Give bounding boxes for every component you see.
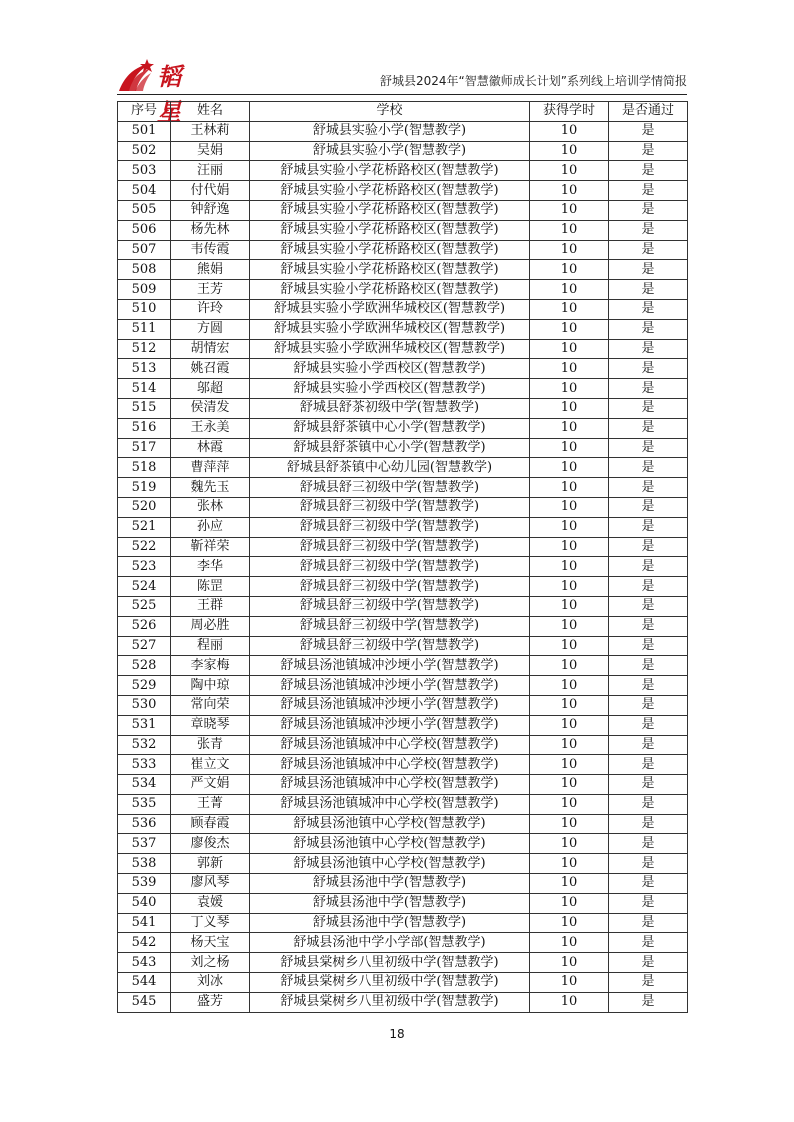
cell-passed: 是 <box>609 834 688 854</box>
cell-id: 501 <box>118 121 171 141</box>
table-row <box>118 418 688 438</box>
cell-hours: 10 <box>530 596 609 616</box>
training-results-table <box>117 101 688 1013</box>
cell-passed: 是 <box>609 537 688 557</box>
cell-hours: 10 <box>530 458 609 478</box>
cell-school: 舒城县汤池镇城冲中心学校(智慧教学) <box>250 755 530 775</box>
cell-hours: 10 <box>530 933 609 953</box>
cell-passed: 是 <box>609 220 688 240</box>
cell-passed: 是 <box>609 735 688 755</box>
cell-name: 李家梅 <box>171 656 250 676</box>
table-row <box>118 557 688 577</box>
table-row <box>118 220 688 240</box>
cell-name: 王林莉 <box>171 121 250 141</box>
cell-hours: 10 <box>530 794 609 814</box>
table-row <box>118 715 688 735</box>
header-divider <box>117 94 687 95</box>
cell-name: 陶中琼 <box>171 676 250 696</box>
cell-passed: 是 <box>609 616 688 636</box>
cell-school: 舒城县舒三初级中学(智慧教学) <box>250 517 530 537</box>
cell-school: 舒城县实验小学西校区(智慧教学) <box>250 379 530 399</box>
cell-hours: 10 <box>530 973 609 993</box>
table-row <box>118 379 688 399</box>
cell-name: 曹萍萍 <box>171 458 250 478</box>
cell-passed: 是 <box>609 577 688 597</box>
cell-hours: 10 <box>530 636 609 656</box>
cell-id: 527 <box>118 636 171 656</box>
cell-passed: 是 <box>609 893 688 913</box>
cell-hours: 10 <box>530 141 609 161</box>
cell-hours: 10 <box>530 478 609 498</box>
cell-hours: 10 <box>530 893 609 913</box>
table-row <box>118 755 688 775</box>
cell-passed: 是 <box>609 596 688 616</box>
cell-id: 513 <box>118 359 171 379</box>
cell-id: 535 <box>118 794 171 814</box>
cell-passed: 是 <box>609 200 688 220</box>
cell-id: 524 <box>118 577 171 597</box>
table-row <box>118 676 688 696</box>
page-number: 18 <box>389 1027 405 1041</box>
cell-passed: 是 <box>609 695 688 715</box>
cell-passed: 是 <box>609 458 688 478</box>
cell-school: 舒城县舒茶镇中心小学(智慧教学) <box>250 418 530 438</box>
cell-hours: 10 <box>530 735 609 755</box>
cell-passed: 是 <box>609 379 688 399</box>
cell-id: 525 <box>118 596 171 616</box>
column-header-name: 姓名 <box>171 102 250 122</box>
cell-passed: 是 <box>609 953 688 973</box>
cell-school: 舒城县实验小学欧洲华城校区(智慧教学) <box>250 339 530 359</box>
table-row <box>118 913 688 933</box>
table-row <box>118 121 688 141</box>
cell-name: 林霞 <box>171 438 250 458</box>
table-row <box>118 577 688 597</box>
cell-name: 孙应 <box>171 517 250 537</box>
cell-name: 方圆 <box>171 319 250 339</box>
cell-school: 舒城县棠树乡八里初级中学(智慧教学) <box>250 992 530 1012</box>
cell-id: 504 <box>118 181 171 201</box>
cell-id: 512 <box>118 339 171 359</box>
cell-passed: 是 <box>609 478 688 498</box>
cell-hours: 10 <box>530 715 609 735</box>
cell-name: 章晓琴 <box>171 715 250 735</box>
cell-name: 杨天宝 <box>171 933 250 953</box>
cell-name: 廖风琴 <box>171 874 250 894</box>
cell-name: 崔立文 <box>171 755 250 775</box>
table-body <box>118 121 688 1012</box>
cell-school: 舒城县汤池中学小学部(智慧教学) <box>250 933 530 953</box>
table-row <box>118 497 688 517</box>
table-row <box>118 933 688 953</box>
cell-name: 许玲 <box>171 299 250 319</box>
cell-name: 盛芳 <box>171 992 250 1012</box>
cell-hours: 10 <box>530 577 609 597</box>
cell-name: 袁媛 <box>171 893 250 913</box>
cell-hours: 10 <box>530 339 609 359</box>
table-row <box>118 656 688 676</box>
cell-hours: 10 <box>530 616 609 636</box>
table-row <box>118 458 688 478</box>
cell-hours: 10 <box>530 913 609 933</box>
cell-id: 531 <box>118 715 171 735</box>
cell-id: 502 <box>118 141 171 161</box>
cell-hours: 10 <box>530 240 609 260</box>
table-row <box>118 695 688 715</box>
cell-school: 舒城县舒三初级中学(智慧教学) <box>250 636 530 656</box>
cell-passed: 是 <box>609 359 688 379</box>
table-row <box>118 636 688 656</box>
cell-school: 舒城县汤池中学(智慧教学) <box>250 874 530 894</box>
cell-name: 靳祥荣 <box>171 537 250 557</box>
cell-passed: 是 <box>609 438 688 458</box>
table-row <box>118 834 688 854</box>
column-header-passed: 是否通过 <box>609 102 688 122</box>
cell-hours: 10 <box>530 280 609 300</box>
cell-id: 510 <box>118 299 171 319</box>
table-row <box>118 973 688 993</box>
column-header-hours: 获得学时 <box>530 102 609 122</box>
cell-id: 530 <box>118 695 171 715</box>
cell-passed: 是 <box>609 775 688 795</box>
cell-id: 526 <box>118 616 171 636</box>
cell-id: 505 <box>118 200 171 220</box>
cell-id: 533 <box>118 755 171 775</box>
cell-school: 舒城县实验小学花桥路校区(智慧教学) <box>250 280 530 300</box>
cell-school: 舒城县汤池镇城冲中心学校(智慧教学) <box>250 735 530 755</box>
column-header-id: 序号 <box>118 102 171 122</box>
cell-name: 常向荣 <box>171 695 250 715</box>
table-row <box>118 398 688 418</box>
table-row <box>118 161 688 181</box>
cell-passed: 是 <box>609 398 688 418</box>
cell-school: 舒城县实验小学花桥路校区(智慧教学) <box>250 161 530 181</box>
table-row <box>118 141 688 161</box>
table-row <box>118 854 688 874</box>
cell-name: 杨先林 <box>171 220 250 240</box>
cell-school: 舒城县汤池镇城冲沙埂小学(智慧教学) <box>250 656 530 676</box>
cell-hours: 10 <box>530 953 609 973</box>
cell-school: 舒城县汤池中学(智慧教学) <box>250 893 530 913</box>
cell-hours: 10 <box>530 200 609 220</box>
table-row <box>118 596 688 616</box>
cell-name: 严文娟 <box>171 775 250 795</box>
cell-school: 舒城县舒三初级中学(智慧教学) <box>250 596 530 616</box>
cell-school: 舒城县实验小学花桥路校区(智慧教学) <box>250 181 530 201</box>
cell-id: 537 <box>118 834 171 854</box>
cell-id: 532 <box>118 735 171 755</box>
cell-id: 528 <box>118 656 171 676</box>
cell-id: 506 <box>118 220 171 240</box>
cell-id: 515 <box>118 398 171 418</box>
cell-hours: 10 <box>530 220 609 240</box>
cell-school: 舒城县汤池镇城冲沙埂小学(智慧教学) <box>250 676 530 696</box>
cell-hours: 10 <box>530 161 609 181</box>
table-row <box>118 537 688 557</box>
cell-id: 514 <box>118 379 171 399</box>
cell-hours: 10 <box>530 398 609 418</box>
cell-id: 519 <box>118 478 171 498</box>
table-row <box>118 181 688 201</box>
table-row <box>118 319 688 339</box>
cell-hours: 10 <box>530 121 609 141</box>
logo-text: 韬星 <box>157 62 182 126</box>
cell-school: 舒城县实验小学西校区(智慧教学) <box>250 359 530 379</box>
cell-passed: 是 <box>609 933 688 953</box>
cell-school: 舒城县舒三初级中学(智慧教学) <box>250 616 530 636</box>
cell-name: 程丽 <box>171 636 250 656</box>
cell-name: 付代娟 <box>171 181 250 201</box>
cell-passed: 是 <box>609 260 688 280</box>
cell-name: 张青 <box>171 735 250 755</box>
cell-hours: 10 <box>530 755 609 775</box>
cell-passed: 是 <box>609 814 688 834</box>
cell-school: 舒城县舒三初级中学(智慧教学) <box>250 577 530 597</box>
cell-passed: 是 <box>609 517 688 537</box>
cell-id: 523 <box>118 557 171 577</box>
cell-name: 胡情宏 <box>171 339 250 359</box>
cell-hours: 10 <box>530 379 609 399</box>
cell-id: 516 <box>118 418 171 438</box>
cell-hours: 10 <box>530 260 609 280</box>
cell-passed: 是 <box>609 280 688 300</box>
cell-passed: 是 <box>609 794 688 814</box>
cell-hours: 10 <box>530 497 609 517</box>
cell-school: 舒城县实验小学(智慧教学) <box>250 121 530 141</box>
cell-name: 李华 <box>171 557 250 577</box>
cell-name: 张林 <box>171 497 250 517</box>
cell-hours: 10 <box>530 854 609 874</box>
cell-school: 舒城县实验小学花桥路校区(智慧教学) <box>250 200 530 220</box>
table-row <box>118 478 688 498</box>
cell-hours: 10 <box>530 775 609 795</box>
cell-school: 舒城县舒三初级中学(智慧教学) <box>250 557 530 577</box>
column-header-school: 学校 <box>250 102 530 122</box>
table-row <box>118 280 688 300</box>
cell-id: 529 <box>118 676 171 696</box>
cell-id: 520 <box>118 497 171 517</box>
cell-id: 534 <box>118 775 171 795</box>
cell-name: 刘之杨 <box>171 953 250 973</box>
cell-passed: 是 <box>609 319 688 339</box>
cell-id: 543 <box>118 953 171 973</box>
cell-school: 舒城县舒茶初级中学(智慧教学) <box>250 398 530 418</box>
table-row <box>118 775 688 795</box>
cell-name: 王群 <box>171 596 250 616</box>
cell-school: 舒城县舒茶镇中心小学(智慧教学) <box>250 438 530 458</box>
cell-school: 舒城县实验小学(智慧教学) <box>250 141 530 161</box>
cell-hours: 10 <box>530 438 609 458</box>
cell-passed: 是 <box>609 676 688 696</box>
table-row <box>118 814 688 834</box>
cell-hours: 10 <box>530 517 609 537</box>
cell-school: 舒城县汤池镇城冲中心学校(智慧教学) <box>250 775 530 795</box>
cell-school: 舒城县汤池镇中心学校(智慧教学) <box>250 854 530 874</box>
cell-id: 517 <box>118 438 171 458</box>
table-row <box>118 893 688 913</box>
cell-hours: 10 <box>530 676 609 696</box>
cell-name: 吴娟 <box>171 141 250 161</box>
cell-school: 舒城县汤池镇中心学校(智慧教学) <box>250 814 530 834</box>
cell-passed: 是 <box>609 161 688 181</box>
cell-passed: 是 <box>609 418 688 438</box>
cell-id: 518 <box>118 458 171 478</box>
cell-id: 545 <box>118 992 171 1012</box>
cell-school: 舒城县实验小学花桥路校区(智慧教学) <box>250 220 530 240</box>
cell-id: 508 <box>118 260 171 280</box>
cell-id: 522 <box>118 537 171 557</box>
cell-hours: 10 <box>530 557 609 577</box>
cell-hours: 10 <box>530 418 609 438</box>
cell-id: 521 <box>118 517 171 537</box>
cell-school: 舒城县实验小学欧洲华城校区(智慧教学) <box>250 319 530 339</box>
cell-school: 舒城县棠树乡八里初级中学(智慧教学) <box>250 953 530 973</box>
cell-school: 舒城县舒三初级中学(智慧教学) <box>250 497 530 517</box>
cell-id: 544 <box>118 973 171 993</box>
table-row <box>118 240 688 260</box>
cell-name: 郭新 <box>171 854 250 874</box>
table-row <box>118 339 688 359</box>
table-row <box>118 260 688 280</box>
cell-name: 丁义琴 <box>171 913 250 933</box>
cell-hours: 10 <box>530 695 609 715</box>
cell-id: 507 <box>118 240 171 260</box>
cell-name: 刘冰 <box>171 973 250 993</box>
cell-hours: 10 <box>530 359 609 379</box>
cell-id: 538 <box>118 854 171 874</box>
cell-passed: 是 <box>609 240 688 260</box>
cell-school: 舒城县实验小学花桥路校区(智慧教学) <box>250 260 530 280</box>
cell-passed: 是 <box>609 141 688 161</box>
cell-name: 顾春霞 <box>171 814 250 834</box>
table-row <box>118 438 688 458</box>
cell-passed: 是 <box>609 913 688 933</box>
cell-passed: 是 <box>609 973 688 993</box>
cell-name: 陈罡 <box>171 577 250 597</box>
cell-passed: 是 <box>609 339 688 359</box>
cell-id: 503 <box>118 161 171 181</box>
cell-school: 舒城县舒茶镇中心幼儿园(智慧教学) <box>250 458 530 478</box>
table-header-row <box>118 102 688 122</box>
cell-name: 王菁 <box>171 794 250 814</box>
cell-name: 王芳 <box>171 280 250 300</box>
table-row <box>118 735 688 755</box>
cell-hours: 10 <box>530 814 609 834</box>
cell-passed: 是 <box>609 715 688 735</box>
cell-passed: 是 <box>609 636 688 656</box>
cell-school: 舒城县棠树乡八里初级中学(智慧教学) <box>250 973 530 993</box>
cell-hours: 10 <box>530 992 609 1012</box>
cell-hours: 10 <box>530 834 609 854</box>
cell-school: 舒城县汤池镇城冲沙埂小学(智慧教学) <box>250 715 530 735</box>
cell-school: 舒城县汤池镇城冲沙埂小学(智慧教学) <box>250 695 530 715</box>
cell-id: 539 <box>118 874 171 894</box>
cell-hours: 10 <box>530 299 609 319</box>
cell-passed: 是 <box>609 557 688 577</box>
report-title: 舒城县2024年“智慧徽师成长计划”系列线上培训学情简报 <box>380 74 687 88</box>
cell-name: 王永美 <box>171 418 250 438</box>
cell-school: 舒城县汤池中学(智慧教学) <box>250 913 530 933</box>
cell-id: 511 <box>118 319 171 339</box>
cell-school: 舒城县汤池镇城冲中心学校(智慧教学) <box>250 794 530 814</box>
cell-school: 舒城县实验小学欧洲华城校区(智慧教学) <box>250 299 530 319</box>
cell-hours: 10 <box>530 874 609 894</box>
cell-name: 韦传霞 <box>171 240 250 260</box>
cell-id: 542 <box>118 933 171 953</box>
cell-name: 周必胜 <box>171 616 250 636</box>
cell-name: 钟舒逸 <box>171 200 250 220</box>
table-row <box>118 992 688 1012</box>
table-row <box>118 616 688 636</box>
cell-id: 536 <box>118 814 171 834</box>
cell-school: 舒城县舒三初级中学(智慧教学) <box>250 478 530 498</box>
cell-hours: 10 <box>530 656 609 676</box>
cell-passed: 是 <box>609 874 688 894</box>
table-row <box>118 517 688 537</box>
table-row <box>118 200 688 220</box>
cell-passed: 是 <box>609 299 688 319</box>
cell-passed: 是 <box>609 121 688 141</box>
cell-passed: 是 <box>609 854 688 874</box>
cell-name: 廖俊杰 <box>171 834 250 854</box>
cell-name: 侯清发 <box>171 398 250 418</box>
table-row <box>118 953 688 973</box>
table-row <box>118 874 688 894</box>
cell-passed: 是 <box>609 181 688 201</box>
cell-name: 魏先玉 <box>171 478 250 498</box>
cell-school: 舒城县实验小学花桥路校区(智慧教学) <box>250 240 530 260</box>
cell-name: 姚召霞 <box>171 359 250 379</box>
table-row <box>118 299 688 319</box>
cell-school: 舒城县汤池镇中心学校(智慧教学) <box>250 834 530 854</box>
cell-name: 邬超 <box>171 379 250 399</box>
cell-school: 舒城县舒三初级中学(智慧教学) <box>250 537 530 557</box>
table-row <box>118 359 688 379</box>
cell-hours: 10 <box>530 319 609 339</box>
cell-passed: 是 <box>609 497 688 517</box>
cell-name: 汪丽 <box>171 161 250 181</box>
cell-id: 541 <box>118 913 171 933</box>
cell-hours: 10 <box>530 181 609 201</box>
cell-id: 540 <box>118 893 171 913</box>
cell-id: 509 <box>118 280 171 300</box>
cell-name: 熊娟 <box>171 260 250 280</box>
cell-hours: 10 <box>530 537 609 557</box>
cell-passed: 是 <box>609 656 688 676</box>
cell-passed: 是 <box>609 992 688 1012</box>
table-row <box>118 794 688 814</box>
cell-passed: 是 <box>609 755 688 775</box>
